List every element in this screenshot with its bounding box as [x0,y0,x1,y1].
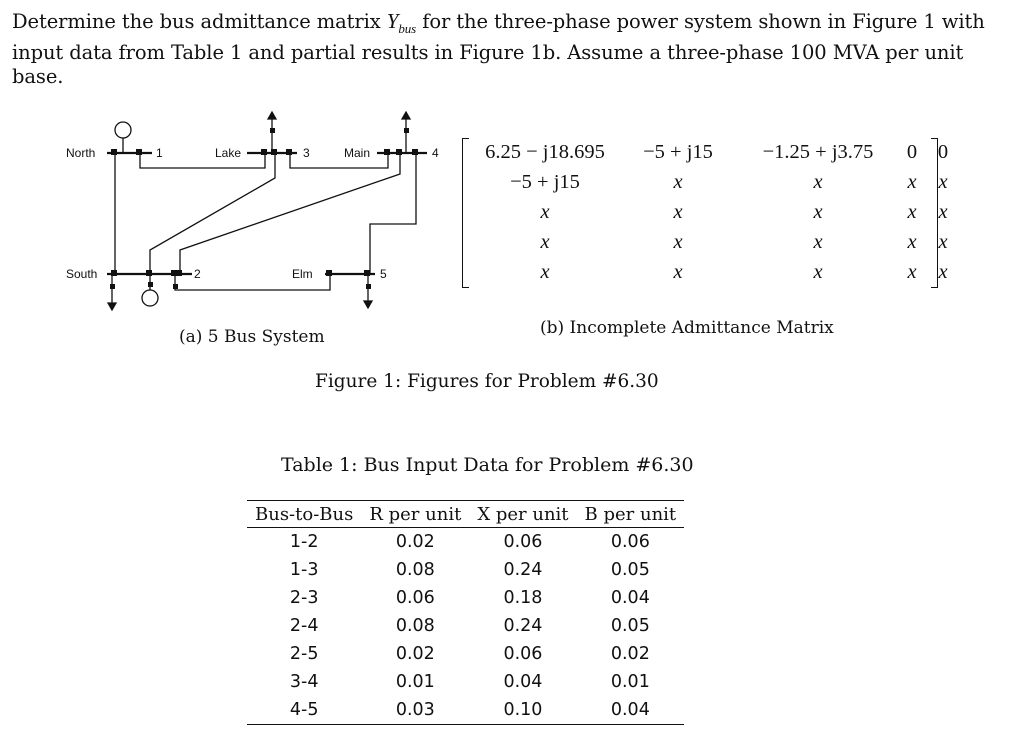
table-cell: 0.08 [395,616,435,636]
table-cell: 2-5 [289,644,319,664]
bus-number-2: 2 [194,267,201,281]
table-cell: 0.03 [361,696,469,725]
table-row [247,640,684,668]
bus-name-lake: Lake [215,146,242,160]
matrix-cell: x [813,231,823,253]
figure-caption: Figure 1: Figures for Problem #6.30 [315,371,659,392]
table-header-cell: X per unit [469,501,576,528]
matrix-row [460,141,970,171]
problem-text-after: for the three-phase power system shown in Figure 1 with input data from Table 1 and partial results in Figure 1b. Assume a three-phase 100 MVA per unit base. [12,10,985,89]
bus-name-north: North [66,146,96,160]
matrix-cell: x [907,171,917,193]
table-cell: 0.04 [577,696,685,725]
matrix-cell: x [673,171,683,193]
matrix-cell: 0 [937,141,949,163]
table-cell: 1-2 [289,532,319,552]
matrix-cell: 0 [906,141,918,163]
table-cell: 3-4 [289,672,319,692]
matrix-cell: x [540,261,550,283]
matrix-cell: x [907,261,917,283]
matrix-caption: (b) Incomplete Admittance Matrix [540,318,834,338]
bus-number-5: 5 [380,267,387,281]
bus-number-3: 3 [303,146,310,160]
matrix-cell: x [673,231,683,253]
matrix-row [460,231,970,261]
table-cell: 0.05 [610,560,650,580]
table-cell: 0.18 [503,588,543,608]
table-cell: 0.01 [610,672,650,692]
matrix-cell: x [813,261,823,283]
table-header-cell: Bus-to-Bus [247,501,361,528]
table-header-cell: R per unit [361,501,469,528]
table-cell: 0.24 [503,616,543,636]
table-header-cell: B per unit [577,501,685,528]
bus-input-data-table [247,500,684,725]
table-cell: 0.10 [469,696,576,725]
table-row [247,668,684,696]
table-cell: 0.02 [610,644,650,664]
table-cell: 0.06 [503,532,543,552]
table-cell: 0.02 [395,644,435,664]
matrix-cell: x [673,201,683,223]
matrix-cell: x [907,201,917,223]
admittance-matrix [460,135,970,293]
matrix-cell: x [907,231,917,253]
matrix-cell: 6.25 − j18.695 [485,141,605,163]
table-row [247,528,684,557]
table-cell: 0.04 [610,588,650,608]
matrix-cell: x [813,201,823,223]
matrix-cell: x [540,201,550,223]
table-header-row [247,501,684,528]
table-cell: 0.06 [395,588,435,608]
table-row [247,696,684,725]
matrix-row [460,201,970,231]
table-row [247,584,684,612]
table-row [247,612,684,640]
matrix-cell: x [673,261,683,283]
table-cell: 2-4 [289,616,319,636]
bus-name-south: South [66,267,98,281]
bus-number-4: 4 [432,146,439,160]
table-cell: 1-3 [289,560,319,580]
matrix-cell: x [938,261,948,283]
problem-text-before: Determine the bus admittance matrix [12,10,387,33]
matrix-cell: −5 + j15 [643,141,713,163]
matrix-row [460,261,970,291]
matrix-cell: x [938,231,948,253]
matrix-cell: −5 + j15 [510,171,580,193]
matrix-cell: x [938,171,948,193]
ybus-symbol: $Y_{bus}$ [386,9,417,37]
table-caption: Table 1: Bus Input Data for Problem #6.30 [281,454,694,476]
matrix-cell: x [813,171,823,193]
matrix-row [460,171,970,201]
problem-statement [12,9,1012,89]
bus-name-main: Main [344,146,371,160]
table-cell: 0.04 [503,672,543,692]
table-cell: 0.24 [503,560,543,580]
table-cell: 0.05 [610,616,650,636]
table-cell: 2-3 [289,588,319,608]
table-cell: 0.08 [395,560,435,580]
matrix-cell: x [938,201,948,223]
matrix-cell: −1.25 + j3.75 [762,141,874,163]
bus-number-1: 1 [156,146,163,160]
table-cell: 0.02 [395,532,435,552]
diagram-caption: (a) 5 Bus System [179,327,325,347]
matrix-cell: x [540,231,550,253]
table-row [247,556,684,584]
table-cell: 0.01 [395,672,435,692]
bus-name-elm: Elm [292,267,313,281]
table-cell: 0.06 [503,644,543,664]
table-cell: 4-5 [247,696,361,725]
five-bus-diagram [60,112,439,312]
table-cell: 0.06 [610,532,650,552]
